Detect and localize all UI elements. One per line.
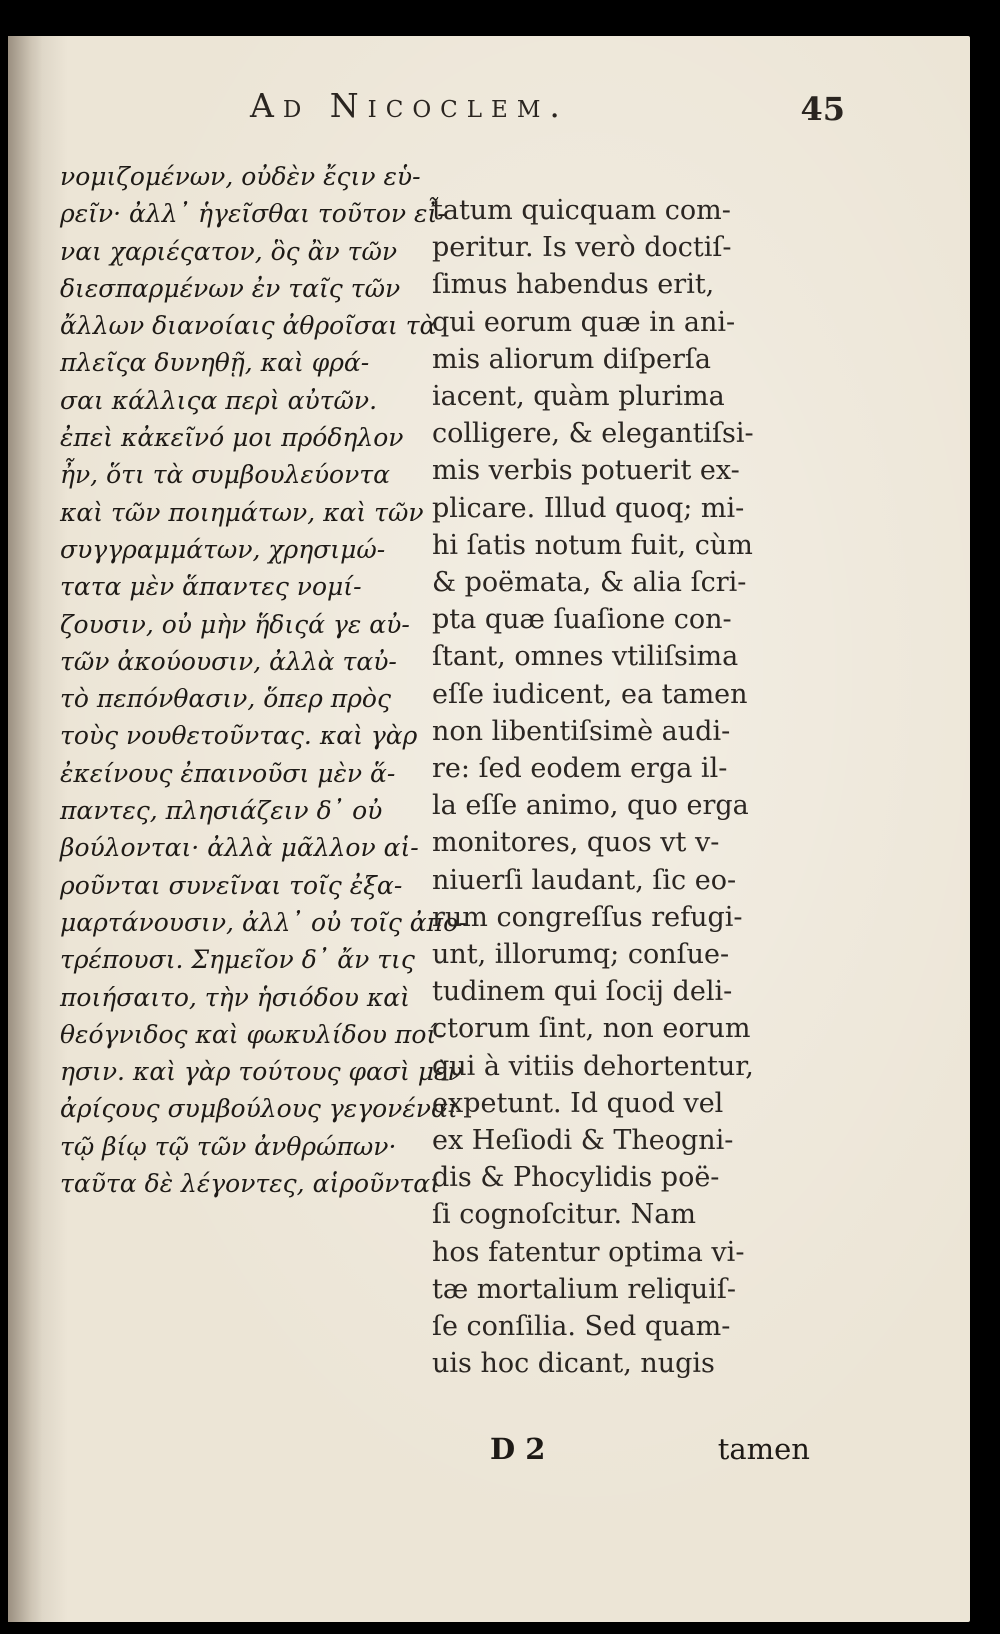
latin-line: ctorum ſint, non eorum	[432, 1013, 751, 1045]
latin-text-column	[432, 192, 802, 1383]
greek-line: ἄλλων διανοίαις ἀθροῖσαι τὰ	[60, 311, 437, 341]
latin-line: iacent, quàm plurima	[432, 381, 725, 413]
latin-line: mis verbis potuerit ex-	[432, 455, 740, 487]
latin-line: qui eorum quæ in ani-	[432, 306, 736, 338]
greek-line: ἐκείνους ἐπαινοῦσι μὲν ἅ-	[60, 758, 396, 788]
greek-line: βούλονται· ἀλλὰ μᾶλλον αἱ-	[60, 833, 419, 863]
greek-line: διεσπαρμένων ἐν ταῖς τῶν	[60, 273, 401, 303]
greek-line: ἦν, ὅτι τὰ συμβουλεύοντα	[60, 460, 390, 490]
latin-line: hi ſatis notum fuit, cùm	[432, 529, 753, 561]
latin-line: ex Heſiodi & Theogni-	[432, 1125, 734, 1157]
greek-line: ποιήσαιτο, τὴν ἡσιόδου καὶ	[60, 982, 410, 1012]
latin-line: colligere, & elegantiſsi-	[432, 418, 754, 450]
latin-line: eſſe iudicent, ea tamen	[432, 678, 748, 710]
latin-line: mis aliorum diſperſa	[432, 343, 711, 375]
greek-line: νομιζομένων, οὐδὲν ἔςιν εὑ-	[60, 162, 421, 191]
greek-line: τατα μὲν ἅπαντες νομί-	[60, 572, 362, 602]
latin-line: ſi cognoſcitur. Nam	[432, 1199, 696, 1231]
greek-line: τῷ βίῳ τῷ τῶν ἀνθρώπων·	[60, 1131, 397, 1161]
greek-line: θεόγνιδος καὶ φωκυλίδου ποί-	[60, 1019, 445, 1049]
latin-line: monitores, quos vt v-	[432, 827, 720, 859]
greek-line: ρεῖν· ἀλλ᾽ ἡγεῖσθαι τοῦτον εἶ-	[60, 199, 446, 229]
latin-line: unt, illorumq; conſue-	[432, 939, 730, 971]
greek-line: μαρτάνουσιν, ἀλλ᾽ οὐ τοῖς ἀπο-	[60, 907, 467, 937]
latin-line: la eſſe animo, quo erga	[432, 790, 749, 822]
greek-line: τῶν ἀκούουσιν, ἀλλὰ ταὐ-	[60, 646, 397, 676]
latin-line: tudinem qui ſocij deli-	[432, 976, 733, 1008]
latin-line: tæ mortalium reliquiſ-	[432, 1273, 736, 1305]
greek-line: τρέπουσι. Σημεῖον δ᾽ ἄν τις	[60, 945, 415, 975]
greek-line: πλεῖςα δυνηθῇ, καὶ φρά-	[60, 348, 370, 378]
running-head: Ad Nicoclem.	[250, 86, 569, 125]
latin-line: qui à vitiis dehortentur,	[432, 1050, 754, 1082]
latin-line: ſtant, omnes vtiliſsima	[432, 641, 739, 673]
page-gutter	[8, 36, 42, 1622]
page-number: 45	[800, 90, 845, 128]
catchword: tamen	[717, 1432, 810, 1466]
latin-line: ſimus habendus erit,	[432, 269, 715, 301]
greek-text-column	[60, 158, 467, 1202]
latin-line: hos fatentur optima vi-	[432, 1236, 745, 1268]
greek-line: συγγραμμάτων, χρησιμώ-	[60, 534, 386, 564]
latin-line: pta quæ ſuaſione con-	[432, 604, 732, 636]
greek-line: τὸ πεπόνθασιν, ὅπερ πρὸς	[60, 684, 391, 714]
greek-line: ἀρίςους συμβούλους γεγονέναι	[60, 1094, 458, 1124]
latin-line: dis & Phocylidis poë-	[432, 1162, 720, 1194]
greek-line: σαι κάλλιςα περὶ αὐτῶν.	[60, 385, 378, 415]
greek-line: ζουσιν, οὐ μὴν ἥδιςά γε αὐ-	[60, 609, 410, 639]
greek-line: ταῦτα δὲ λέγοντες, αἱροῦνται	[60, 1169, 440, 1199]
greek-line: παντες, πλησιάζειν δ᾽ οὐ	[60, 796, 383, 826]
greek-line: ναι χαριέςατον, ὃς ἂν τῶν	[60, 236, 398, 266]
signature-mark: D 2	[490, 1432, 546, 1466]
latin-line: uis hoc dicant, nugis	[432, 1348, 715, 1380]
latin-line: non libentiſsimè audi-	[432, 715, 731, 747]
latin-line: & poëmata, & alia ſcri-	[432, 567, 747, 599]
greek-line: ἐπεὶ κἀκεῖνό μοι πρόδηλον	[60, 423, 404, 453]
greek-line: ροῦνται συνεῖναι τοῖς ἐξα-	[60, 870, 403, 900]
latin-line: peritur. Is verò doctiſ-	[432, 232, 732, 264]
latin-line: ſe conſilia. Sed quam-	[432, 1311, 731, 1343]
latin-line: re: ſed eodem erga il-	[432, 753, 728, 785]
latin-line: rum congreſſus refugi-	[432, 901, 743, 933]
latin-line: tatum quicquam com-	[432, 195, 731, 226]
latin-line: niuerſi laudant, ſic eo-	[432, 864, 737, 896]
greek-line: ησιν. καὶ γὰρ τούτους φασὶ μὲν	[60, 1057, 463, 1087]
latin-line: plicare. Illud quoq; mi-	[432, 492, 745, 524]
latin-line: expetunt. Id quod vel	[432, 1087, 724, 1119]
greek-line: τοὺς νουθετοῦντας. καὶ γὰρ	[60, 721, 418, 751]
greek-line: καὶ τῶν ποιημάτων, καὶ τῶν	[60, 497, 424, 527]
